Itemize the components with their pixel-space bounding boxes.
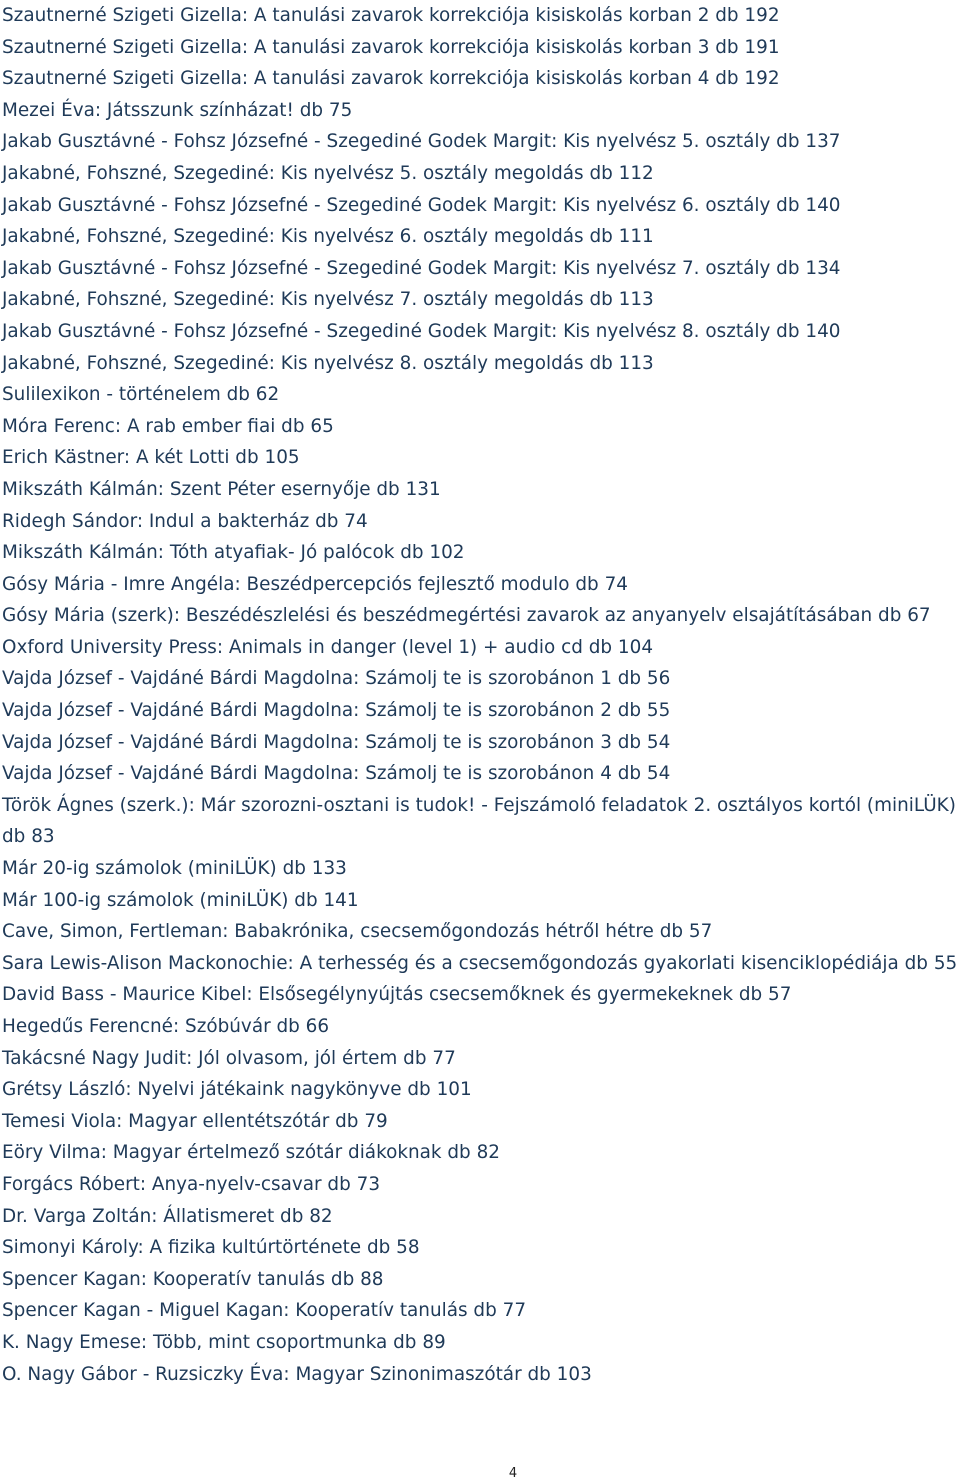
list-item: Török Ágnes (szerk.): Már szorozni-osztani is tudok! - Fejszámoló feladatok 2. osztályos kortól (miniLÜK) db 83: [2, 794, 956, 848]
list-item: Vajda József - Vajdáné Bárdi Magdolna: Számolj te is szorobánon 1 db 56: [2, 668, 671, 690]
list-item: Gósy Mária (szerk): Beszédészlelési és beszédmegértési zavarok az anyanyelv elsajátításában db 67: [2, 605, 931, 627]
list-item: Jakabné, Fohszné, Szegediné: Kis nyelvész 6. osztály megoldás db 111: [2, 226, 654, 248]
list-item: Vajda József - Vajdáné Bárdi Magdolna: Számolj te is szorobánon 4 db 54: [2, 763, 671, 785]
list-item: Spencer Kagan: Kooperatív tanulás db 88: [2, 1268, 384, 1290]
list-item: Mezei Éva: Játsszunk színházat! db 75: [2, 99, 353, 121]
list-item: Mikszáth Kálmán: Szent Péter esernyője db 131: [2, 478, 441, 500]
list-item: Móra Ferenc: A rab ember fiai db 65: [2, 415, 334, 437]
list-item: Sara Lewis-Alison Mackonochie: A terhesség és a csecsemőgondozás gyakorlati kisenciklopédiája db 55: [2, 952, 958, 974]
list-item: K. Nagy Emese: Több, mint csoportmunka db 89: [2, 1331, 446, 1353]
list-item: Jakab Gusztávné - Fohsz Józsefné - Szegediné Godek Margit: Kis nyelvész 7. osztály db 134: [2, 257, 841, 279]
list-item: Szautnerné Szigeti Gizella: A tanulási zavarok korrekciója kisiskolás korban 4 db 192: [2, 68, 780, 90]
list-item: Már 100-ig számolok (miniLÜK) db 141: [2, 889, 359, 911]
list-item: Szautnerné Szigeti Gizella: A tanulási zavarok korrekciója kisiskolás korban 2 db 192: [2, 5, 780, 26]
list-item: Mikszáth Kálmán: Tóth atyafiak- Jó palócok db 102: [2, 542, 465, 564]
list-item: Forgács Róbert: Anya-nyelv-csavar db 73: [2, 1173, 381, 1195]
list-item: Jakabné, Fohszné, Szegediné: Kis nyelvész 5. osztály megoldás db 112: [2, 162, 654, 184]
list-item: Jakab Gusztávné - Fohsz Józsefné - Szegediné Godek Margit: Kis nyelvész 5. osztály db 137: [2, 131, 841, 153]
list-item: Sulilexikon - történelem db 62: [2, 384, 280, 406]
list-item: Ridegh Sándor: Indul a bakterház db 74: [2, 510, 368, 532]
list-item: Gósy Mária - Imre Angéla: Beszédpercepciós fejlesztő modulo db 74: [2, 573, 628, 595]
page-number: 4: [508, 1466, 518, 1481]
list-item: Takácsné Nagy Judit: Jól olvasom, jól értem db 77: [2, 1047, 456, 1069]
list-item: David Bass - Maurice Kibel: Elsősegélynyújtás csecsemőknek és gyermekeknek db 57: [2, 984, 792, 1006]
list-item: Már 20-ig számolok (miniLÜK) db 133: [2, 858, 347, 880]
list-item: Eöry Vilma: Magyar értelmező szótár diákoknak db 82: [2, 1142, 500, 1164]
list-item: O. Nagy Gábor - Ruzsiczky Éva: Magyar Szinonimaszótár db 103: [2, 1363, 592, 1385]
list-item: Szautnerné Szigeti Gizella: A tanulási zavarok korrekciója kisiskolás korban 3 db 191: [2, 36, 780, 58]
list-item: Spencer Kagan - Miguel Kagan: Kooperatív tanulás db 77: [2, 1300, 527, 1322]
list-item: Jakab Gusztávné - Fohsz Józsefné - Szegediné Godek Margit: Kis nyelvész 8. osztály db 140: [2, 320, 841, 342]
list-item: Hegedűs Ferencné: Szóbúvár db 66: [2, 1016, 330, 1037]
list-item: Jakabné, Fohszné, Szegediné: Kis nyelvész 7. osztály megoldás db 113: [2, 289, 654, 311]
list-item: Vajda József - Vajdáné Bárdi Magdolna: Számolj te is szorobánon 2 db 55: [2, 700, 671, 722]
document-page: [2, 0, 958, 1390]
list-item: Oxford University Press: Animals in danger (level 1) + audio cd db 104: [2, 636, 654, 658]
list-item: Simonyi Károly: A fizika kultúrtörténete db 58: [2, 1237, 420, 1259]
list-item: Temesi Viola: Magyar ellentétszótár db 79: [2, 1110, 388, 1132]
list-item: Vajda József - Vajdáné Bárdi Magdolna: Számolj te is szorobánon 3 db 54: [2, 731, 671, 753]
list-item: Dr. Varga Zoltán: Állatismeret db 82: [2, 1205, 333, 1227]
list-item: Jakabné, Fohszné, Szegediné: Kis nyelvész 8. osztály megoldás db 113: [2, 352, 654, 374]
list-item: Jakab Gusztávné - Fohsz Józsefné - Szegediné Godek Margit: Kis nyelvész 6. osztály db 140: [2, 194, 841, 216]
list-item: Erich Kästner: A két Lotti db 105: [2, 447, 300, 469]
list-item: Cave, Simon, Fertleman: Babakrónika, csecsemőgondozás hétről hétre db 57: [2, 921, 713, 943]
list-item: Grétsy László: Nyelvi játékaink nagykönyve db 101: [2, 1079, 472, 1101]
